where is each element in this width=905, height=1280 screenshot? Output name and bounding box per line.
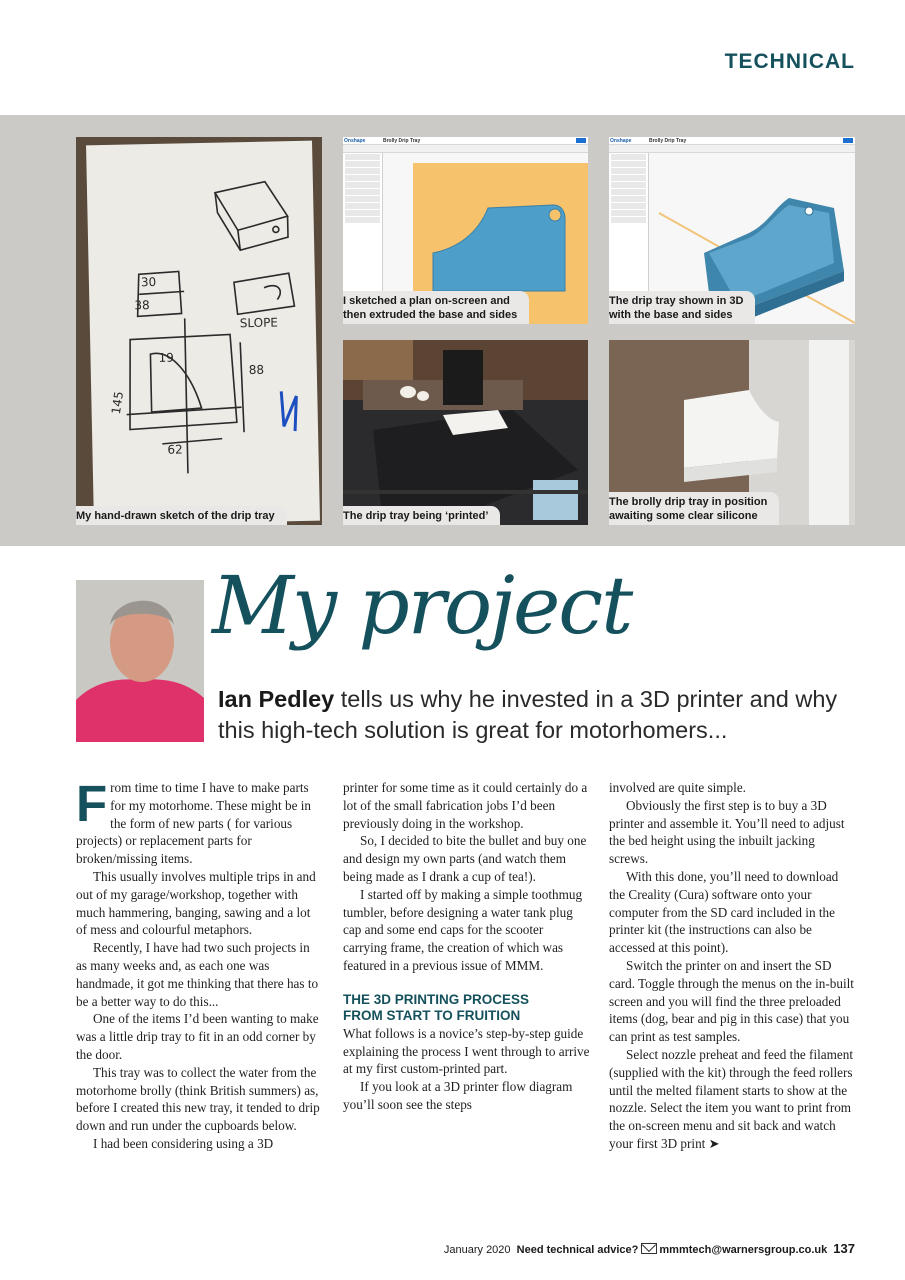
section-label: TECHNICAL — [724, 50, 855, 73]
cad-toolbar — [609, 145, 855, 153]
paragraph: This tray was to collect the water from the motorhome brolly (think British summers) as, before I created this new tray, it tended to drip down and run under the cupboards below. — [76, 1064, 320, 1134]
svg-text:19: 19 — [158, 350, 174, 365]
paragraph: From time to time I have to make parts for my motorhome. These might be in the form of new parts ( for various projects) or replacement parts for broken/missing items. — [76, 775, 311, 867]
paragraph: Switch the printer on and insert the SD card. Toggle through the menus on the in-built screen and you will find the three preloaded items (dog, bear and pig in this case) that you can print as test samples. — [609, 957, 854, 1045]
author-name: Ian Pedley — [218, 686, 335, 712]
tray-photo — [609, 340, 855, 525]
share-button[interactable] — [576, 138, 586, 143]
email-icon — [641, 1243, 657, 1254]
cad-doc-title: Brolly Drip Tray — [383, 138, 421, 144]
advice-email[interactable]: mmmtech@warnersgroup.co.uk — [659, 1244, 828, 1256]
article-column-1 — [76, 775, 323, 1153]
cad-logo: Onshape — [610, 138, 632, 144]
paragraph: This usually involves multiple trips in and out of my garage/workshop, together with much hammering, banging, sawing and a lot of mess and colourful metaphors. — [76, 868, 316, 938]
paragraph: I had been considering using a 3D — [93, 1135, 274, 1151]
plan-caption: I sketched a plan on-screen and then extruded the base and sides — [343, 291, 529, 324]
share-button[interactable] — [843, 138, 853, 143]
paragraph: If you look at a 3D printer flow diagram you’ll soon see the steps — [343, 1079, 573, 1112]
article-column-3 — [609, 779, 856, 1153]
svg-text:30: 30 — [140, 274, 157, 290]
printer-scene — [343, 340, 588, 525]
author-portrait — [76, 580, 204, 742]
svg-text:38: 38 — [134, 298, 150, 313]
paragraph: So, I decided to bite the bullet and buy one and design my own parts (and watch them being made as I drank a cup of tea!). — [343, 833, 587, 884]
sketch-paper — [86, 141, 320, 525]
sketch-drawing — [86, 141, 320, 525]
drop-cap: F — [76, 775, 108, 832]
paragraph: Recently, I have had two such projects in as many weeks and, as each one was handmade, it got me thinking that there has to be a better way to do this... — [76, 940, 319, 1009]
printer-caption: The drip tray being ‘printed’ — [343, 506, 500, 525]
cad-plan-screenshot — [343, 137, 588, 324]
standfirst — [218, 684, 838, 746]
cad-toolbar — [343, 145, 588, 153]
cad-logo: Onshape — [344, 138, 366, 144]
issue-date: January 2020 — [443, 1244, 511, 1256]
article-column-2 — [343, 779, 590, 1114]
sketch-photo — [76, 137, 322, 525]
paragraph: I started off by making a simple toothmug tumbler, before designing a water tank plug cap and some end caps for the scooter carrying frame, the creation of which was featured in a previous issue of MMM. — [343, 886, 583, 973]
svg-text:145: 145 — [108, 390, 127, 416]
standfirst-text: tells us why he invested in a 3D printer and why this high-tech solution is great for motorhomers... — [218, 686, 838, 743]
cad-3d-screenshot — [609, 137, 855, 324]
paragraph: With this done, you’ll need to download the Creality (Cura) software onto your computer from the SD card included in the printer kit (the instructions can also be accessed at this point). — [609, 868, 839, 956]
headline: My project — [212, 559, 632, 652]
cad-doc-title: Brolly Drip Tray — [649, 138, 687, 144]
page-number: 137 — [833, 1241, 855, 1256]
advice-label: Need technical advice? — [516, 1244, 639, 1256]
page-footer — [444, 1241, 855, 1256]
printer-photo — [343, 340, 588, 525]
paragraph: involved are quite simple. — [609, 780, 746, 795]
model3d-caption: The drip tray shown in 3D with the base and sides — [609, 291, 755, 324]
paragraph: Select nozzle preheat and feed the filament (supplied with the kit) through the feed rollers until the melted filament starts to show at the nozzle. Select the item you want to print from the on-screen menu and sit back and watch your first 3D print ➤ — [609, 1046, 854, 1151]
tray-caption: The brolly drip tray in position awaiting some clear silicone — [609, 492, 779, 525]
author-photo — [76, 580, 204, 742]
svg-text:62: 62 — [167, 442, 183, 457]
paragraph: One of the items I’d been wanting to make was a little drip tray to fit in an odd corner by the door. — [76, 1011, 319, 1062]
sketch-caption: My hand-drawn sketch of the drip tray — [76, 506, 287, 525]
paragraph: What follows is a novice’s step-by-step guide explaining the process I went through to arrive at my first custom-printed part. — [343, 1025, 590, 1077]
paragraph: printer for some time as it could certainly do a lot of the small fabrication jobs I’d been previously doing in the workshop. — [343, 780, 588, 831]
paragraph: Obviously the first step is to buy a 3D printer and assemble it. You’ll need to adjust the bed height using the inbuilt jacking screws. — [609, 797, 845, 867]
subheading: THE 3D PRINTING PROCESS FROM START TO FRUITION — [343, 991, 530, 1024]
svg-text:88: 88 — [248, 362, 265, 378]
svg-text:SLOPE: SLOPE — [239, 315, 279, 331]
